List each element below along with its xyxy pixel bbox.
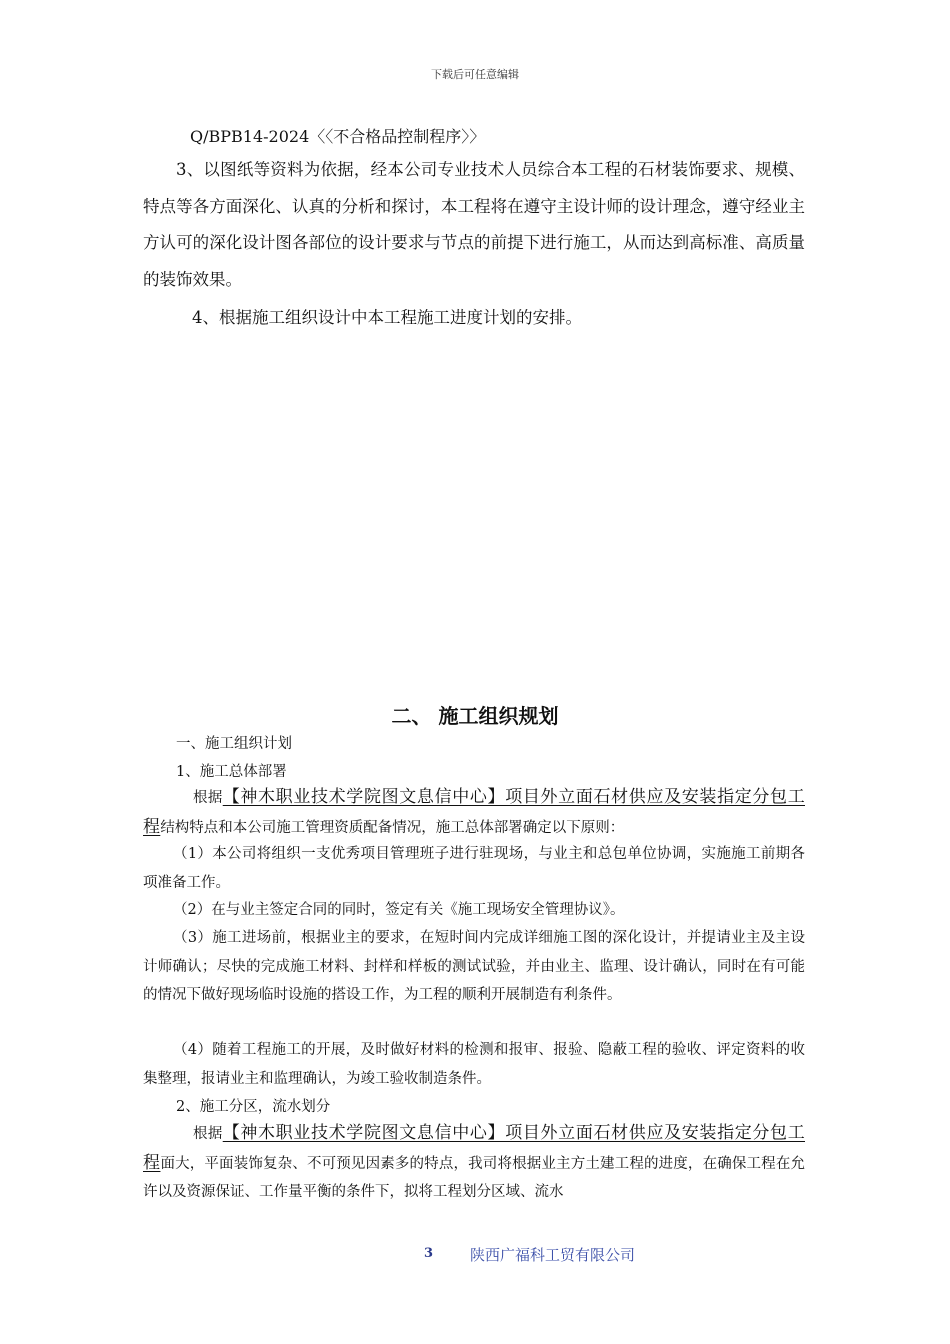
subheading-construction-plan: 一、施工组织计划 [176, 736, 292, 752]
subheading-overall-deployment: 1、施工总体部署 [176, 764, 287, 780]
page-header-note: 下载后可任意编辑 [431, 68, 519, 81]
principle-2: （2）在与业主签定合同的同时，签定有关《施工现场安全管理协议》。 [173, 902, 625, 918]
principle-4: （4）随着工程施工的开展，及时做好材料的检测和报审、报验、隐蔽工程的验收、评定资料的收集整理，报请业主和监理确认，为竣工验收制造条件。 [143, 1042, 805, 1087]
standard-reference: Q/BPB14-2024〈〈不合格品控制程序〉〉 [190, 127, 486, 146]
intro-prefix: 根据 [193, 790, 223, 806]
project-name: 【神木职业技术学院图文息信中心】项目外立面石材供应及安装指定分包工程 [143, 787, 805, 837]
subheading-zoning: 2、施工分区，流水划分 [176, 1099, 331, 1115]
deployment-intro [143, 783, 805, 842]
principle-1: （1）本公司将组织一支优秀项目管理班子进行驻现场，与业主和总包单位协调，实施施工前期各项准备工作。 [143, 846, 805, 891]
zoning-suffix: 面大，平面装饰复杂、不可预见因素多的特点，我司将根据业主方土建工程的进度，在确保工程在允许以及资源保证、工作量平衡的条件下，拟将工程划分区域、流水 [143, 1155, 805, 1200]
page-number: 3 [424, 1246, 434, 1261]
page-footer [0, 1244, 950, 1268]
section-title: 二、 施工组织规划 [391, 704, 559, 728]
zoning-paragraph [143, 1119, 805, 1207]
paragraph-3: 3、以图纸等资料为依据，经本公司专业技术人员综合本工程的石材装饰要求、规模、特点等各方面深化、认真的分析和探讨，本工程将在遵守主设计师的设计理念，遵守经业主方认可的深化设计图各部位的设计要求与节点的前提下进行施工，从而达到高标准、高质量的装饰效果。 [143, 160, 805, 289]
intro-suffix: 结构特点和本公司施工管理资质配备情况，施工总体部署确定以下原则： [160, 819, 625, 836]
company-name: 陕西广福科工贸有限公司 [470, 1246, 636, 1264]
paragraph-4: 4、根据施工组织设计中本工程施工进度计划的安排。 [192, 308, 582, 327]
principle-3: （3）施工进场前，根据业主的要求，在短时间内完成详细施工图的深化设计，并提请业主及主设计师确认；尽快的完成施工材料、封样和样板的测试试验，并由业主、监理、设计确认，同时在有可能的情况下做好现场临时设施的搭设工作，为工程的顺利开展制造有利条件。 [143, 930, 805, 1003]
project-name-repeat: 【神木职业技术学院图文息信中心】项目外立面石材供应及安装指定分包工程 [143, 1123, 805, 1173]
zoning-prefix: 根据 [193, 1126, 223, 1142]
